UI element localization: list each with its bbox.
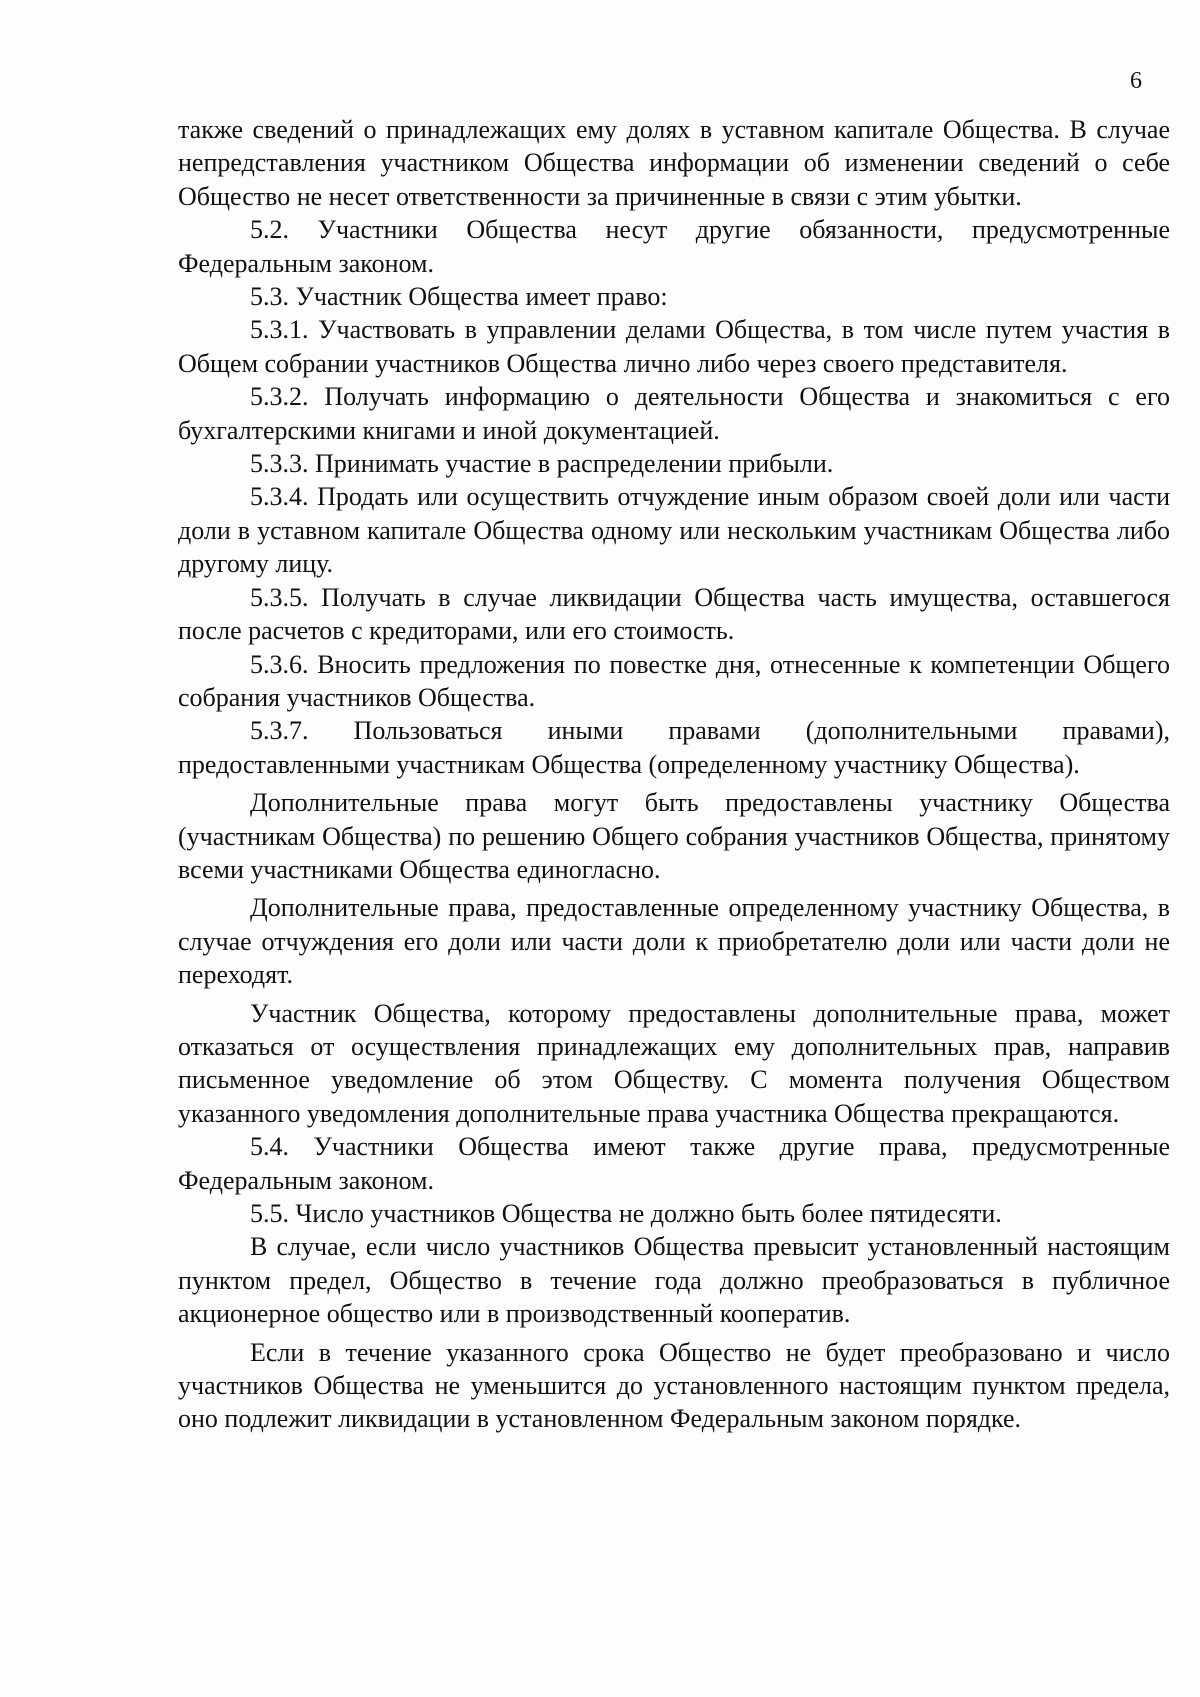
paragraph-5-3-3: 5.3.3. Принимать участие в распределении прибыли. [250,449,834,479]
paragraph-additional-rights-transfer: Дополнительные права, предоставленные определенному участнику Общества, в случае отчуждения его доли или части доли к приобретателю доли или части доли не переходят. [178,893,1170,990]
paragraph-5-3: 5.3. Участник Общества имеет право: [250,282,668,312]
paragraph-additional-rights-grant: Дополнительные права могут быть предоставлены участнику Общества (участникам Общества) по решению Общего собрания участников Общества, принятому всеми участниками Общества единогласно. [178,788,1170,884]
paragraph-additional-rights-waiver: Участник Общества, которому предоставлены дополнительные права, может отказаться от осуществления принадлежащих ему дополнительных прав, направив письменное уведомление об этом Обществу. С момента получения Обществом указанного уведомления дополнительные права участника Общества прекращаются. [178,998,1170,1128]
paragraph-5-2: 5.2. Участники Общества несут другие обязанности, предусмотренные Федеральным законом. [178,215,1170,278]
paragraph-limit-exceeded: В случае, если число участников Общества превысит установленный настоящим пунктом предел, Общество в течение года должно преобразоваться в публичное акционерное общество или в производственный кооператив. [178,1232,1170,1329]
paragraph-5-3-6: 5.3.6. Вносить предложения по повестке дня, отнесенные к компетенции Общего собрания участников Общества. [178,649,1170,712]
paragraph-5-3-1: 5.3.1. Участвовать в управлении делами Общества, в том числе путем участия в Общем собрании участников Общества лично либо через своего представителя. [178,315,1170,378]
paragraph-5-3-5: 5.3.5. Получать в случае ликвидации Общества часть имущества, оставшегося после расчетов с кредиторами, или его стоимость. [178,582,1170,646]
paragraph-5-3-4: 5.3.4. Продать или осуществить отчуждение иным образом своей доли или части доли в уставном капитале Общества одному или нескольким участникам Общества либо другому лицу. [178,482,1170,579]
paragraph-5-3-2: 5.3.2. Получать информацию о деятельности Общества и знакомиться с его бухгалтерскими книгами и иной документацией. [178,382,1170,445]
paragraph-5-4: 5.4. Участники Общества имеют также другие права, предусмотренные Федеральным законом. [178,1132,1170,1195]
page-number: 6 [1130,68,1142,94]
paragraph-5-3-7: 5.3.7. Пользоваться иными правами (дополнительными правами), предоставленными участникам Общества (определенному участнику Общества). [178,716,1170,779]
paragraph-continuation: также сведений о принадлежащих ему долях в уставном капитале Общества. В случае непредставления участником Общества информации об изменении сведений о себе Общество не несет ответственности за причиненные в связи с этим убытки. [178,115,1170,211]
paragraph-liquidation: Если в течение указанного срока Общество не будет преобразовано и число участников Общества не уменьшится до установленного настоящим пунктом предела, оно подлежит ликвидации в установленном Федеральным законом порядке. [178,1337,1170,1434]
document-body [178,113,1170,1436]
paragraph-5-5: 5.5. Число участников Общества не должно быть более пятидесяти. [250,1199,1002,1228]
